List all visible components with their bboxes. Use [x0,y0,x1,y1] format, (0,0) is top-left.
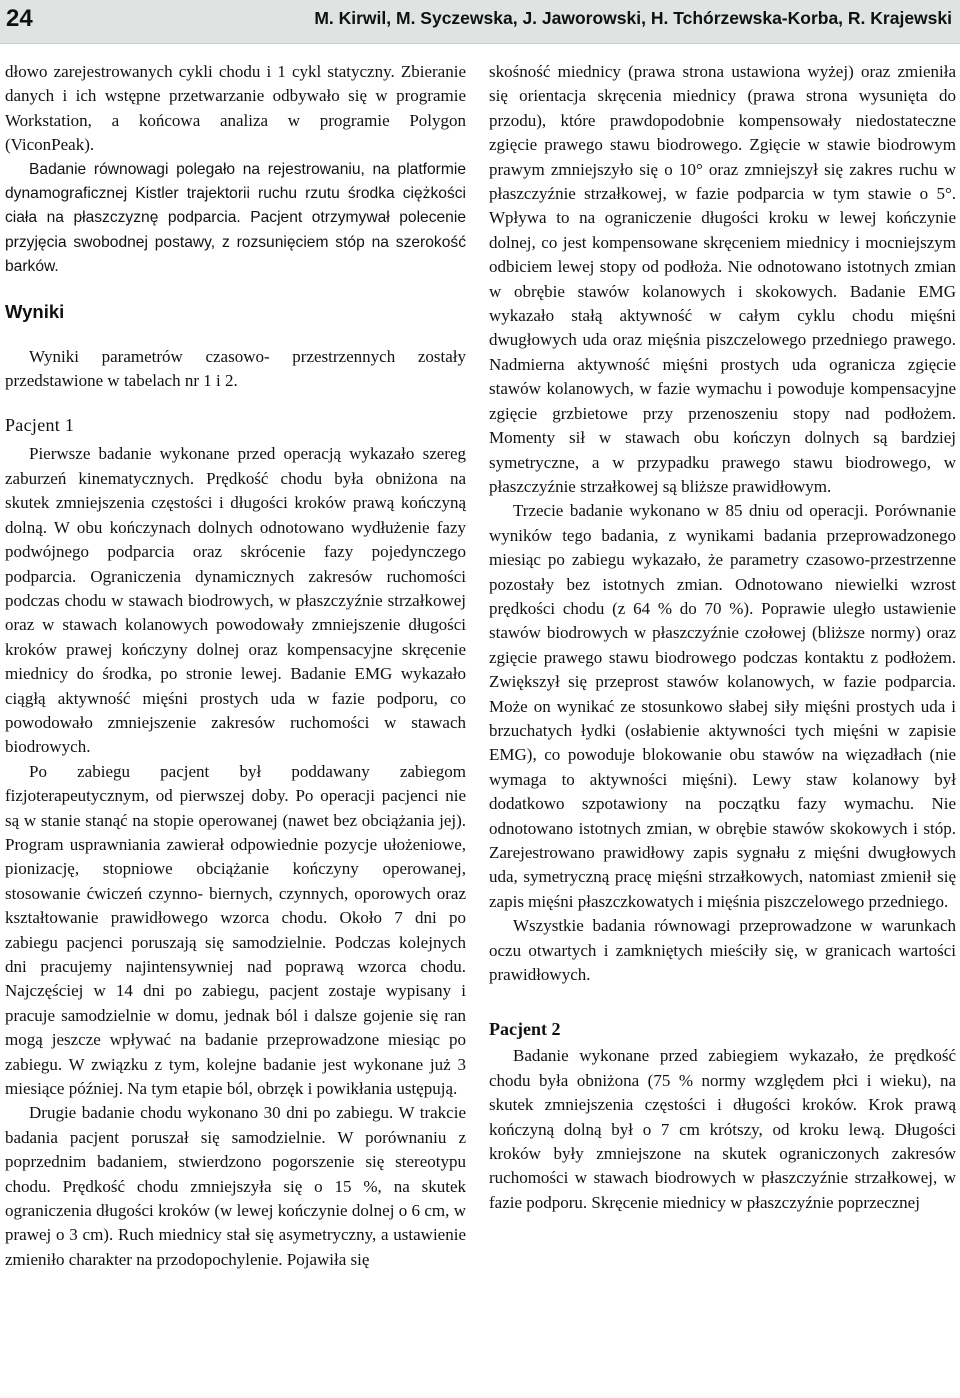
paragraph: Pierwsze badanie wykonane przed operacją wykazało szereg zaburzeń kinematycznych. Prędkość chodu była obniżona na skutek zmniejszenia częstości i długości kroków prawą kończyną dolną. W obu kończynach dolnych odnotowano wydłużenie fazy podwójnego podparcia oraz skrócenie fazy pojedynczego podparcia. Ograniczenia dynamicznych zakresów ruchomości podczas chodu w stawach biodrowych, w płaszczyźnie strzałkowej oraz w stawach kolanowych powodowały zmniejszenie długości kroków prawej kończyny dolnej oraz kompensacyjne skręcenie miednicy do środka, po stronie lewej. Badanie EMG wykazało ciągłą aktywność mięśni prostych uda w fazie podporu, co powodowało zmniejszenie zakresów ruchomości w stawach biodrowych. [5,444,466,757]
paragraph: Badanie równowagi polegało na rejestrowaniu, na platformie dynamograficznej Kistler trajektorii ruchu rzutu środka ciężkości ciała na płaszczyznę podparcia. Pacjent otrzymywał polecenie przyjęcia swobodnej postawy, z rozsunięciem stóp na szerokość barków. [5,160,466,276]
paragraph: Wyniki parametrów czasowo- przestrzennych zostały przedstawione w tabelach nr 1 i 2. [5,346,466,391]
subsection-heading-patient-1: Pacjent 1 [5,415,75,436]
right-column [489,60,956,1215]
author-line: M. Kirwil, M. Syczewska, J. Jaworowski, H. Tchórzewska-Korba, R. Krajewski [314,8,952,28]
paragraph: dłowo zarejestrowanych cykli chodu i 1 cykl statyczny. Zbieranie danych i ich wstępne przetwarzanie odbywało się w programie Workstation, a końcowa analiza w programie Polygon (ViconPeak). [5,62,466,155]
left-column [5,60,466,1272]
paragraph: skośność miednicy (prawa strona ustawiona wyżej) oraz zmieniła się orientacja skręcenia miednicy (prawa strona wysunięta do przodu), które prawdopodobnie kompensowały niedostateczne zgięcie prawego stawu biodrowego. Zgięcie w stawie biodrowym prawym zmniejszyło się o 10° oraz zmniejszył się zakres ruchu w płaszczyźnie strzałkowej, w fazie podparcia w tym stawie o 5°. Wpływa to na ograniczenie długości kroku w lewej kończynie dolnej, co jest kompensowane skręceniem miednicy i mocniejszym odbiciem lewej stopy od podłoża. Nie odnotowano istotnych zmian w obrębie stawów kolanowych i skokowych. Badanie EMG wykazało stałą aktywność w całym cyklu chodu mięśni dwugłowych uda oraz mięśnia piszczelowego przedniego prawego. Nadmierna aktywność mięśni prostych uda ogranicza zgięcie stawów kolanowych, w fazie wymachu i powoduje kompensacyjne zgięcie grzbietowe przy przenoszeniu stopy nad podłożem. Momenty sił w stawach obu kończyn dolnych są bardziej symetryczne, a w przypadku prawego stawu biodrowego, w płaszczyźnie strzałkowej są bliższe prawidłowym. [489,62,956,496]
page-number: 24 [6,5,33,32]
paragraph: Drugie badanie chodu wykonano 30 dni po zabiegu. W trakcie badania pacjent poruszał się samodzielnie. W porównaniu z poprzednim badaniem, stwierdzono pogorszenie się stereotypu chodu. Prędkość chodu zmniejszyła się o 15 %, na skutek ograniczenia długości kroków (w lewej kończynie dolnej o 6 cm, w prawej o 3 cm). Ruch miednicy stał się asymetryczny, a ustawienie zmieniło charakter na przodopochylenie. Pojawiła się [5,1103,466,1269]
paragraph: Po zabiegu pacjent był poddawany zabiegom fizjoterapeutycznym, od pierwszej doby. Po operacji pacjenci nie są w stanie stanąć na stopie operowanej (nawet bez obciążania jej). Program usprawniania zawierał odpowiednie pozycje ułożeniowe, pionizację, stopniowe obciążanie kończyny operowanej, stosowanie ćwiczeń czynno- biernych, czynnych, oporowych oraz kształtowanie prawidłowego wzorca chodu. Około 7 dni po zabiegu pacjenci poruszają się samodzielnie. Podczas kolejnych dni pracujemy najintensywniej nad poprawą wzorca chodu. Najczęściej w 14 dni po zabiegu, pacjent zostaje wypisany i pracuje samodzielnie w domu, jednak ból i dalsze gojenie się ran mogą jeszcze wpływać na badanie przeprowadzone miesiąc po zabiegu. W związku z tym, kolejne badanie jest wykonane już 3 miesiące później. Na tym etapie ból, obrzęk i powikłania ustępują. [5,761,466,1099]
paragraph: Wszystkie badania równowagi przeprowadzone w warunkach oczu otwartych i zamkniętych mieściły się, w granicach wartości prawidłowych. [489,916,956,985]
paragraph: Trzecie badanie wykonano w 85 dniu od operacji. Porównanie wyników tego badania, z wynikami badania przeprowadzonego miesiąc po zabiegu wykazało, że parametry czasowo-przestrzenne pozostały bez istotnych zmian. Odnotowano niewielki wzrost prędkości chodu (z 64 % do 70 %). Poprawie uległo ustawienie stawów biodrowych w płaszczyźnie czołowej (bliższe normy) oraz zgięcie prawego stawu biodrowego podczas kontaktu z podłożem. Zwiększył się przeprost stawów kolanowych, w fazie podparcia. Może on wynikać ze stosunkowo słabej siły mięśni prostych uda i brzuchatych łydki (osłabienie aktywności tych mięśni w zapisie EMG), co powoduje blokowanie obu stawów na więzadłach (nie wymaga to aktywności mięśni). Lewy staw kolanowy był dodatkowo szpotawiony na początku fazy wymachu. Nie odnotowano istotnych zmian, w obrębie stawów skokowych i stóp. Zarejestrowano prawidłowy zapis sygnału z mięśni dwugłowych uda, symetryczną pracę mięśni strzałkowych, natomiast zmienił się zapis mięśni płaszczkowatych i mięśnia piszczelowego przedniego. [489,501,956,911]
section-heading-results: Wyniki [5,300,65,322]
running-header [0,0,960,44]
subsection-heading-patient-2: Pacjent 2 [489,1019,561,1040]
paragraph: Badanie wykonane przed zabiegiem wykazało, że prędkość chodu była obniżona (75 % normy względem płci i wieku), na skutek zmniejszenia częstości i długości kroków. Krok prawą kończyną dolną był o 7 cm krótszy, od kroku lewą. Długości kroków były zmniejszone na skutek ograniczonych zakresów ruchomości w stawach biodrowych w płaszczyźnie strzałkowej, w fazie podporu. Skręcenie miednicy w płaszczyźnie poprzecznej [489,1046,956,1212]
